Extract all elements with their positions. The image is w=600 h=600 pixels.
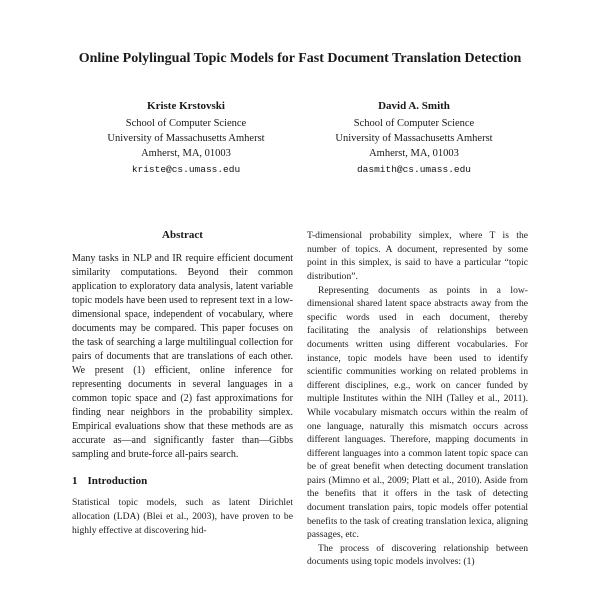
author-department: School of Computer Science bbox=[353, 118, 475, 130]
author-block-1 bbox=[72, 100, 300, 175]
abstract-heading: Abstract bbox=[162, 229, 203, 242]
author-email: dasmith@cs.umass.edu bbox=[356, 164, 472, 176]
body-paragraph: Representing documents as points in a low-dimensional shared latent space abstracts away from the specific words used in each document, thereby facilitating the analysis of relationships between documents written using different vocabularies. For instance, topic models have been used to identify scientific communities working on related problems in different disciplines, e.g., work on cancer funded by multiple Institutes within the NIH (Talley et al., 2011). While vocabulary mismatch occurs within the realm of one language, naturally this mismatch occurs across different languages. Therefore, mapping documents in different languages into a common latent topic space can be of great benefit when detecting document translation pairs (Mimno et al., 2009; Platt et al., 2010). Aside from the benefits that it offers in the task of detecting document translation pairs, topic models offer potential benefits to the task of creating translation lexica, aligning passages, etc. bbox=[307, 284, 528, 541]
author-university: University of Massachusetts Amherst bbox=[107, 133, 265, 145]
introduction-paragraph: Statistical topic models, such as latent Dirichlet allocation (LDA) (Blei et al., 2003), have proven to be highly effective at discovering hid- bbox=[72, 497, 293, 536]
author-city: Amherst, MA, 01003 bbox=[141, 148, 231, 160]
author-email: kriste@cs.umass.edu bbox=[131, 164, 241, 176]
body-paragraph: The process of discovering relationship between documents using topic models involves: (1) bbox=[307, 542, 528, 568]
section-title: Introduction bbox=[87, 474, 148, 487]
authors-row bbox=[72, 100, 528, 175]
left-column bbox=[72, 229, 293, 569]
author-block-2 bbox=[300, 100, 528, 175]
body-paragraph: T-dimensional probability simplex, where T is the number of topics. A document, represented by some point in this simplex, is said to have a particular “topic distribution”. bbox=[307, 230, 528, 282]
author-name: David A. Smith bbox=[378, 100, 450, 113]
author-name: Kriste Krstovski bbox=[147, 100, 225, 113]
paper-title: Online Polylingual Topic Models for Fast Document Translation Detection bbox=[78, 51, 522, 66]
author-university: University of Massachusetts Amherst bbox=[335, 133, 493, 145]
section-heading-introduction bbox=[72, 475, 293, 489]
two-column-body bbox=[72, 229, 528, 569]
right-column bbox=[307, 229, 528, 569]
section-number: 1 bbox=[72, 474, 78, 487]
author-department: School of Computer Science bbox=[125, 118, 247, 130]
abstract-text: Many tasks in NLP and IR require efficient document similarity computations. Beyond their common application to exploratory data analysis, latent variable topic models have been used to represent text in a low-dimensional space, independent of vocabulary, where documents may be compared. This paper focuses on the task of searching a large multilingual collection for pairs of documents that are translations of each other. We present (1) efficient, online inference for representing documents in several languages in a common topic space and (2) fast approximations for finding near neighbors in the probability simplex. Empirical evaluations show that these methods are as accurate as—and significantly faster than—Gibbs sampling and brute-force all-pairs search. bbox=[72, 252, 293, 460]
author-city: Amherst, MA, 01003 bbox=[369, 148, 459, 160]
